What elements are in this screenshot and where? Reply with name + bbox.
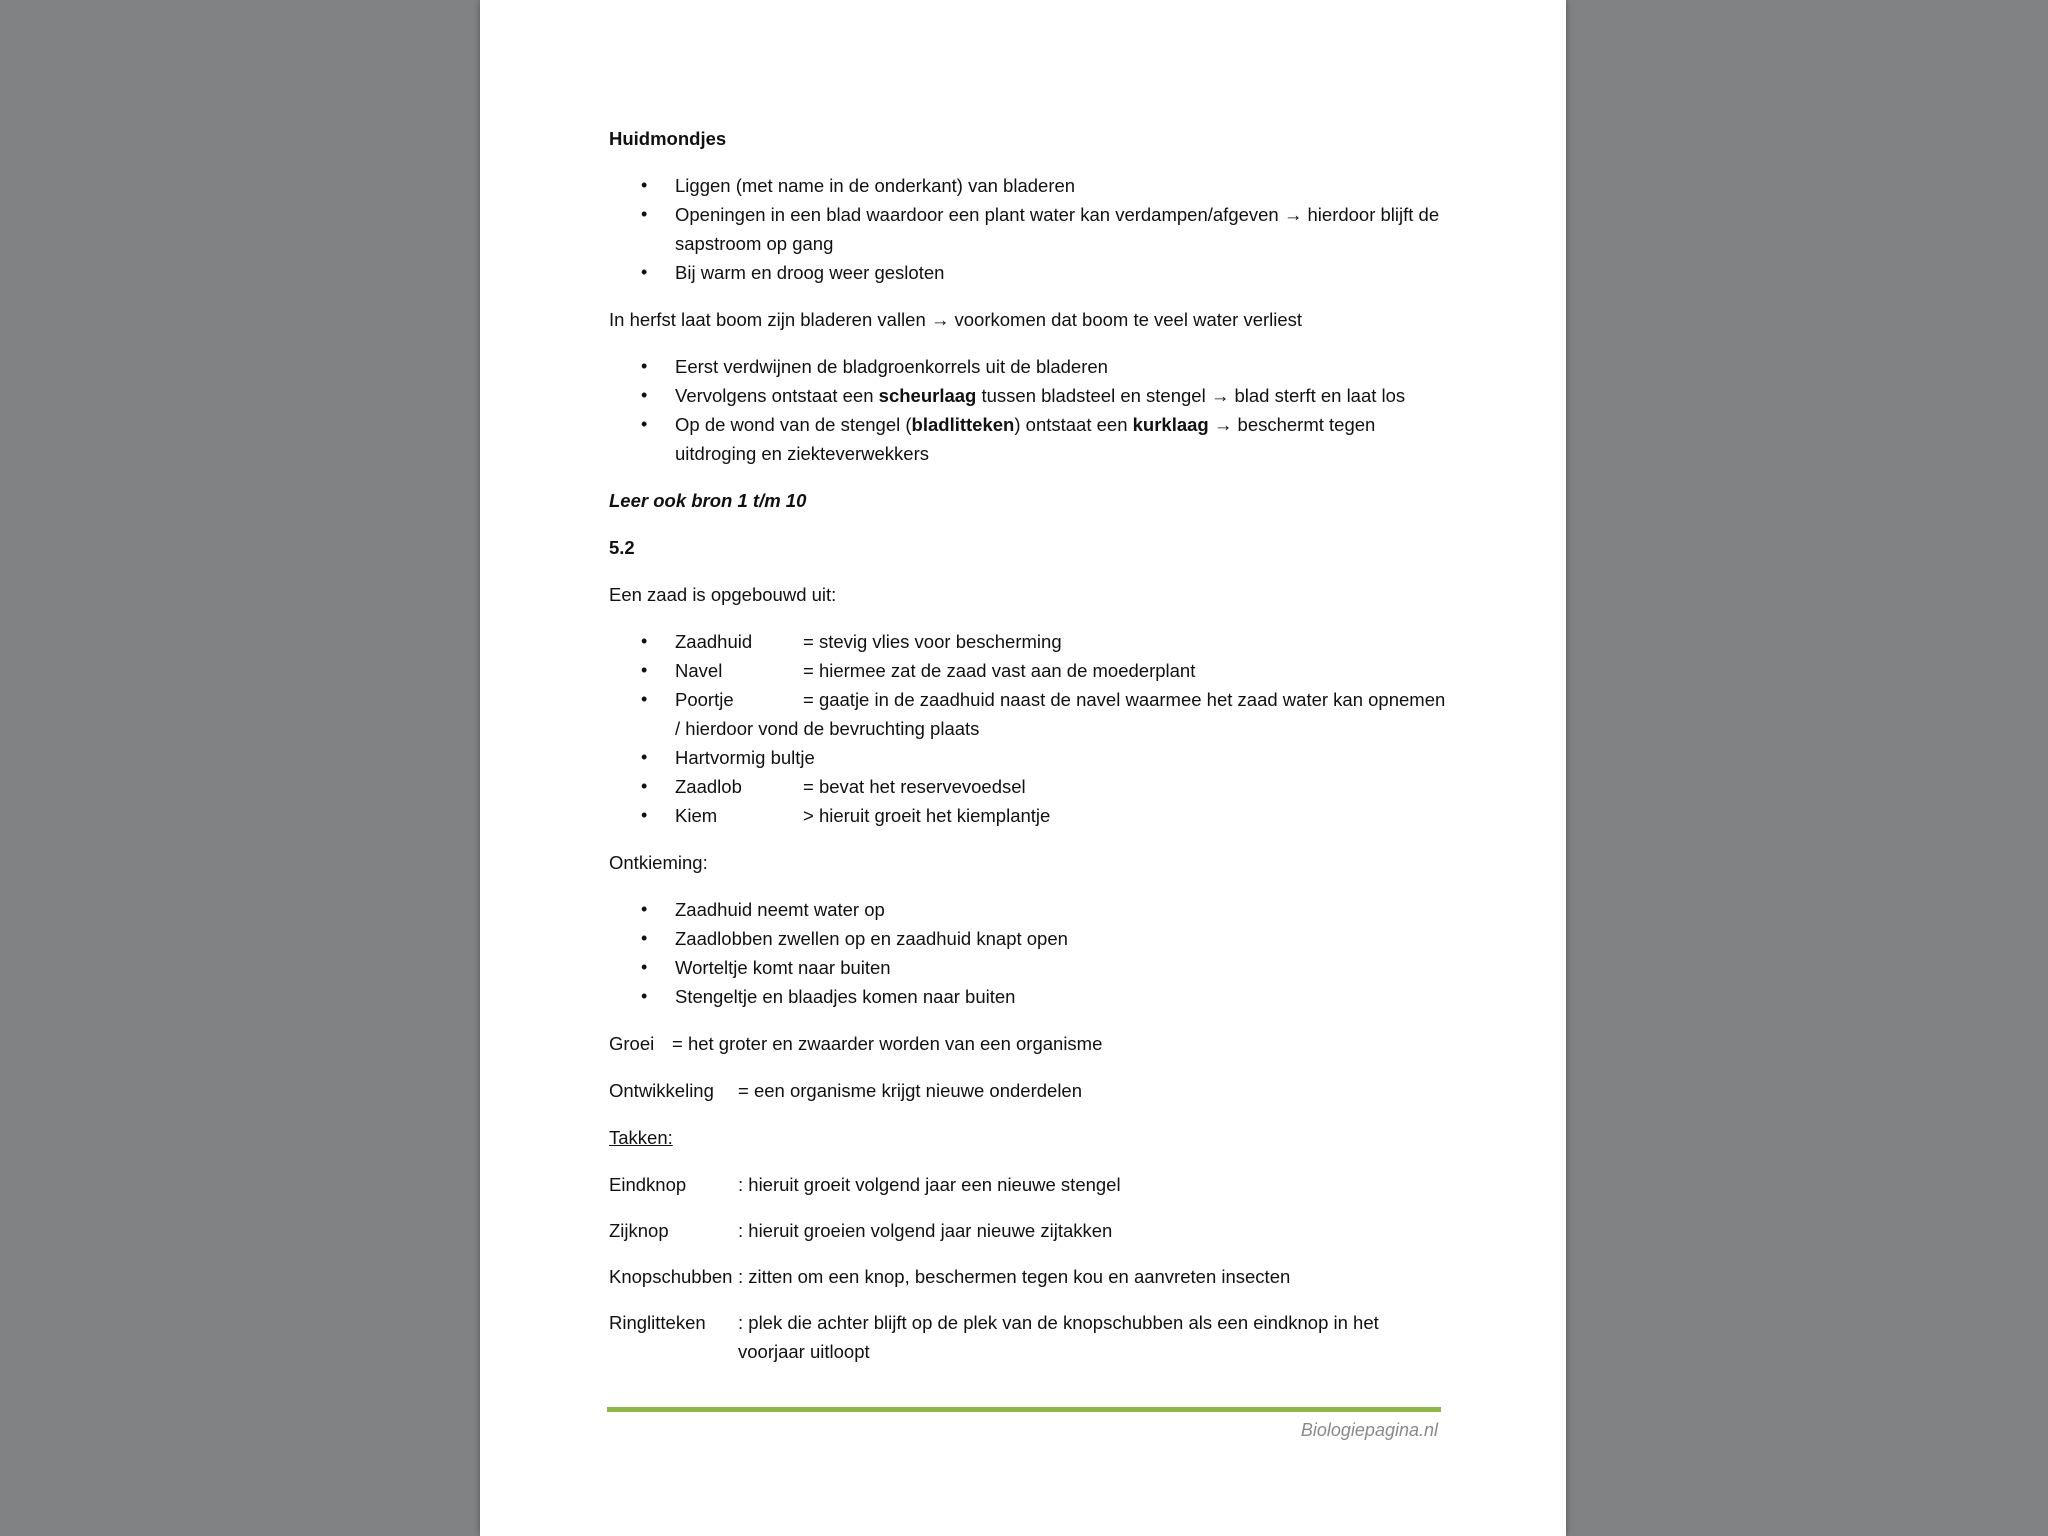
- branch-term: Ringlitteken: [609, 1312, 706, 1333]
- list-item: [609, 410, 1449, 468]
- growth-def: = het groter en zwaarder worden van een organisme: [672, 1033, 1103, 1054]
- part-def: = gaatje in de zaadhuid naast de navel waarmee het zaad water kan opnemen / hierdoor vond de bevruchting plaats: [675, 689, 1446, 739]
- list-item: • Zaadlobben zwellen op en zaadhuid knapt open: [609, 924, 1449, 953]
- branch-row: [609, 1170, 1449, 1199]
- branch-def: : hieruit groeien volgend jaar nieuwe zijtakken: [738, 1220, 1113, 1241]
- term-scheurlaag: scheurlaag: [878, 385, 977, 406]
- text-segment: Op de wond van de stengel (: [675, 414, 912, 435]
- term-bladlitteken: bladlitteken: [911, 414, 1015, 435]
- list-item: [609, 381, 1449, 410]
- branches-heading: Takken:: [609, 1127, 673, 1148]
- branch-row: [609, 1308, 1449, 1366]
- list-item: • Zaadhuid neemt water op: [609, 895, 1449, 924]
- text-segment: Vervolgens ontstaat een: [675, 385, 879, 406]
- branch-def: : hieruit groeit volgend jaar een nieuwe stengel: [738, 1174, 1121, 1195]
- document-page: [480, 0, 1566, 1536]
- list-seed-parts: [609, 627, 1449, 830]
- footer-site-name: Biologiepagina.nl: [1300, 1420, 1438, 1440]
- list-germination: [609, 895, 1449, 1011]
- branch-row: [609, 1262, 1449, 1291]
- list-item: [609, 627, 1449, 656]
- list-item: [609, 685, 1449, 743]
- list-huidmondjes: [609, 171, 1449, 287]
- heading-5-2: 5.2: [609, 537, 635, 558]
- branch-term: Zijknop: [609, 1220, 669, 1241]
- text-segment: → beschermt tegen uitdroging en ziekteverwekkers: [675, 414, 1376, 464]
- list-item: [609, 801, 1449, 830]
- term-kurklaag: kurklaag: [1132, 414, 1209, 435]
- seed-intro: Een zaad is opgebouwd uit:: [609, 584, 837, 605]
- growth-label: Groei: [609, 1033, 655, 1054]
- text-segment: ) ontstaat een: [1014, 414, 1133, 435]
- branch-term: Knopschubben: [609, 1266, 733, 1287]
- development-definition: [609, 1076, 1449, 1105]
- part-term: Zaadlob: [675, 776, 742, 797]
- part-term: Kiem: [675, 805, 718, 826]
- list-item: • Liggen (met name in de onderkant) van bladeren: [609, 171, 1449, 200]
- list-item: • Openingen in een blad waardoor een plant water kan verdampen/afgeven → hierdoor blijft de sapstroom op gang: [609, 200, 1449, 258]
- autumn-intro: In herfst laat boom zijn bladeren vallen → voorkomen dat boom te veel water verliest: [609, 309, 1303, 330]
- heading-huidmondjes: Huidmondjes: [609, 128, 727, 149]
- development-def: = een organisme krijgt nieuwe onderdelen: [738, 1080, 1083, 1101]
- branch-row: [609, 1216, 1449, 1245]
- list-autumn: [609, 352, 1449, 468]
- list-item: [609, 743, 1449, 772]
- study-note: Leer ook bron 1 t/m 10: [609, 490, 807, 511]
- list-item: • Worteltje komt naar buiten: [609, 953, 1449, 982]
- part-term: Navel: [675, 660, 723, 681]
- text-segment: tussen bladsteel en stengel → blad sterft en laat los: [976, 385, 1406, 406]
- list-item: • Bij warm en droog weer gesloten: [609, 258, 1449, 287]
- list-item: • Eerst verdwijnen de bladgroenkorrels uit de bladeren: [609, 352, 1449, 381]
- part-term: Zaadhuid: [675, 631, 753, 652]
- part-term: Hartvormig bultje: [675, 747, 815, 768]
- germination-heading: Ontkieming:: [609, 852, 708, 873]
- branch-def: : plek die achter blijft op de plek van de knopschubben als een eindknop in het voorjaar uitloopt: [738, 1312, 1379, 1362]
- page-content: [609, 124, 1449, 1383]
- part-def: = stevig vlies voor bescherming: [803, 631, 1062, 652]
- part-def: = hiermee zat de zaad vast aan de moederplant: [803, 660, 1196, 681]
- footer-divider: [607, 1407, 1441, 1412]
- list-item: • Stengeltje en blaadjes komen naar buiten: [609, 982, 1449, 1011]
- list-item: [609, 656, 1449, 685]
- list-item: [609, 772, 1449, 801]
- development-label: Ontwikkeling: [609, 1080, 714, 1101]
- part-term: Poortje: [675, 689, 734, 710]
- growth-definition: [609, 1029, 1449, 1058]
- part-def: > hieruit groeit het kiemplantje: [803, 805, 1051, 826]
- part-def: = bevat het reservevoedsel: [803, 776, 1026, 797]
- branch-term: Eindknop: [609, 1174, 687, 1195]
- branch-def: : zitten om een knop, beschermen tegen kou en aanvreten insecten: [738, 1266, 1291, 1287]
